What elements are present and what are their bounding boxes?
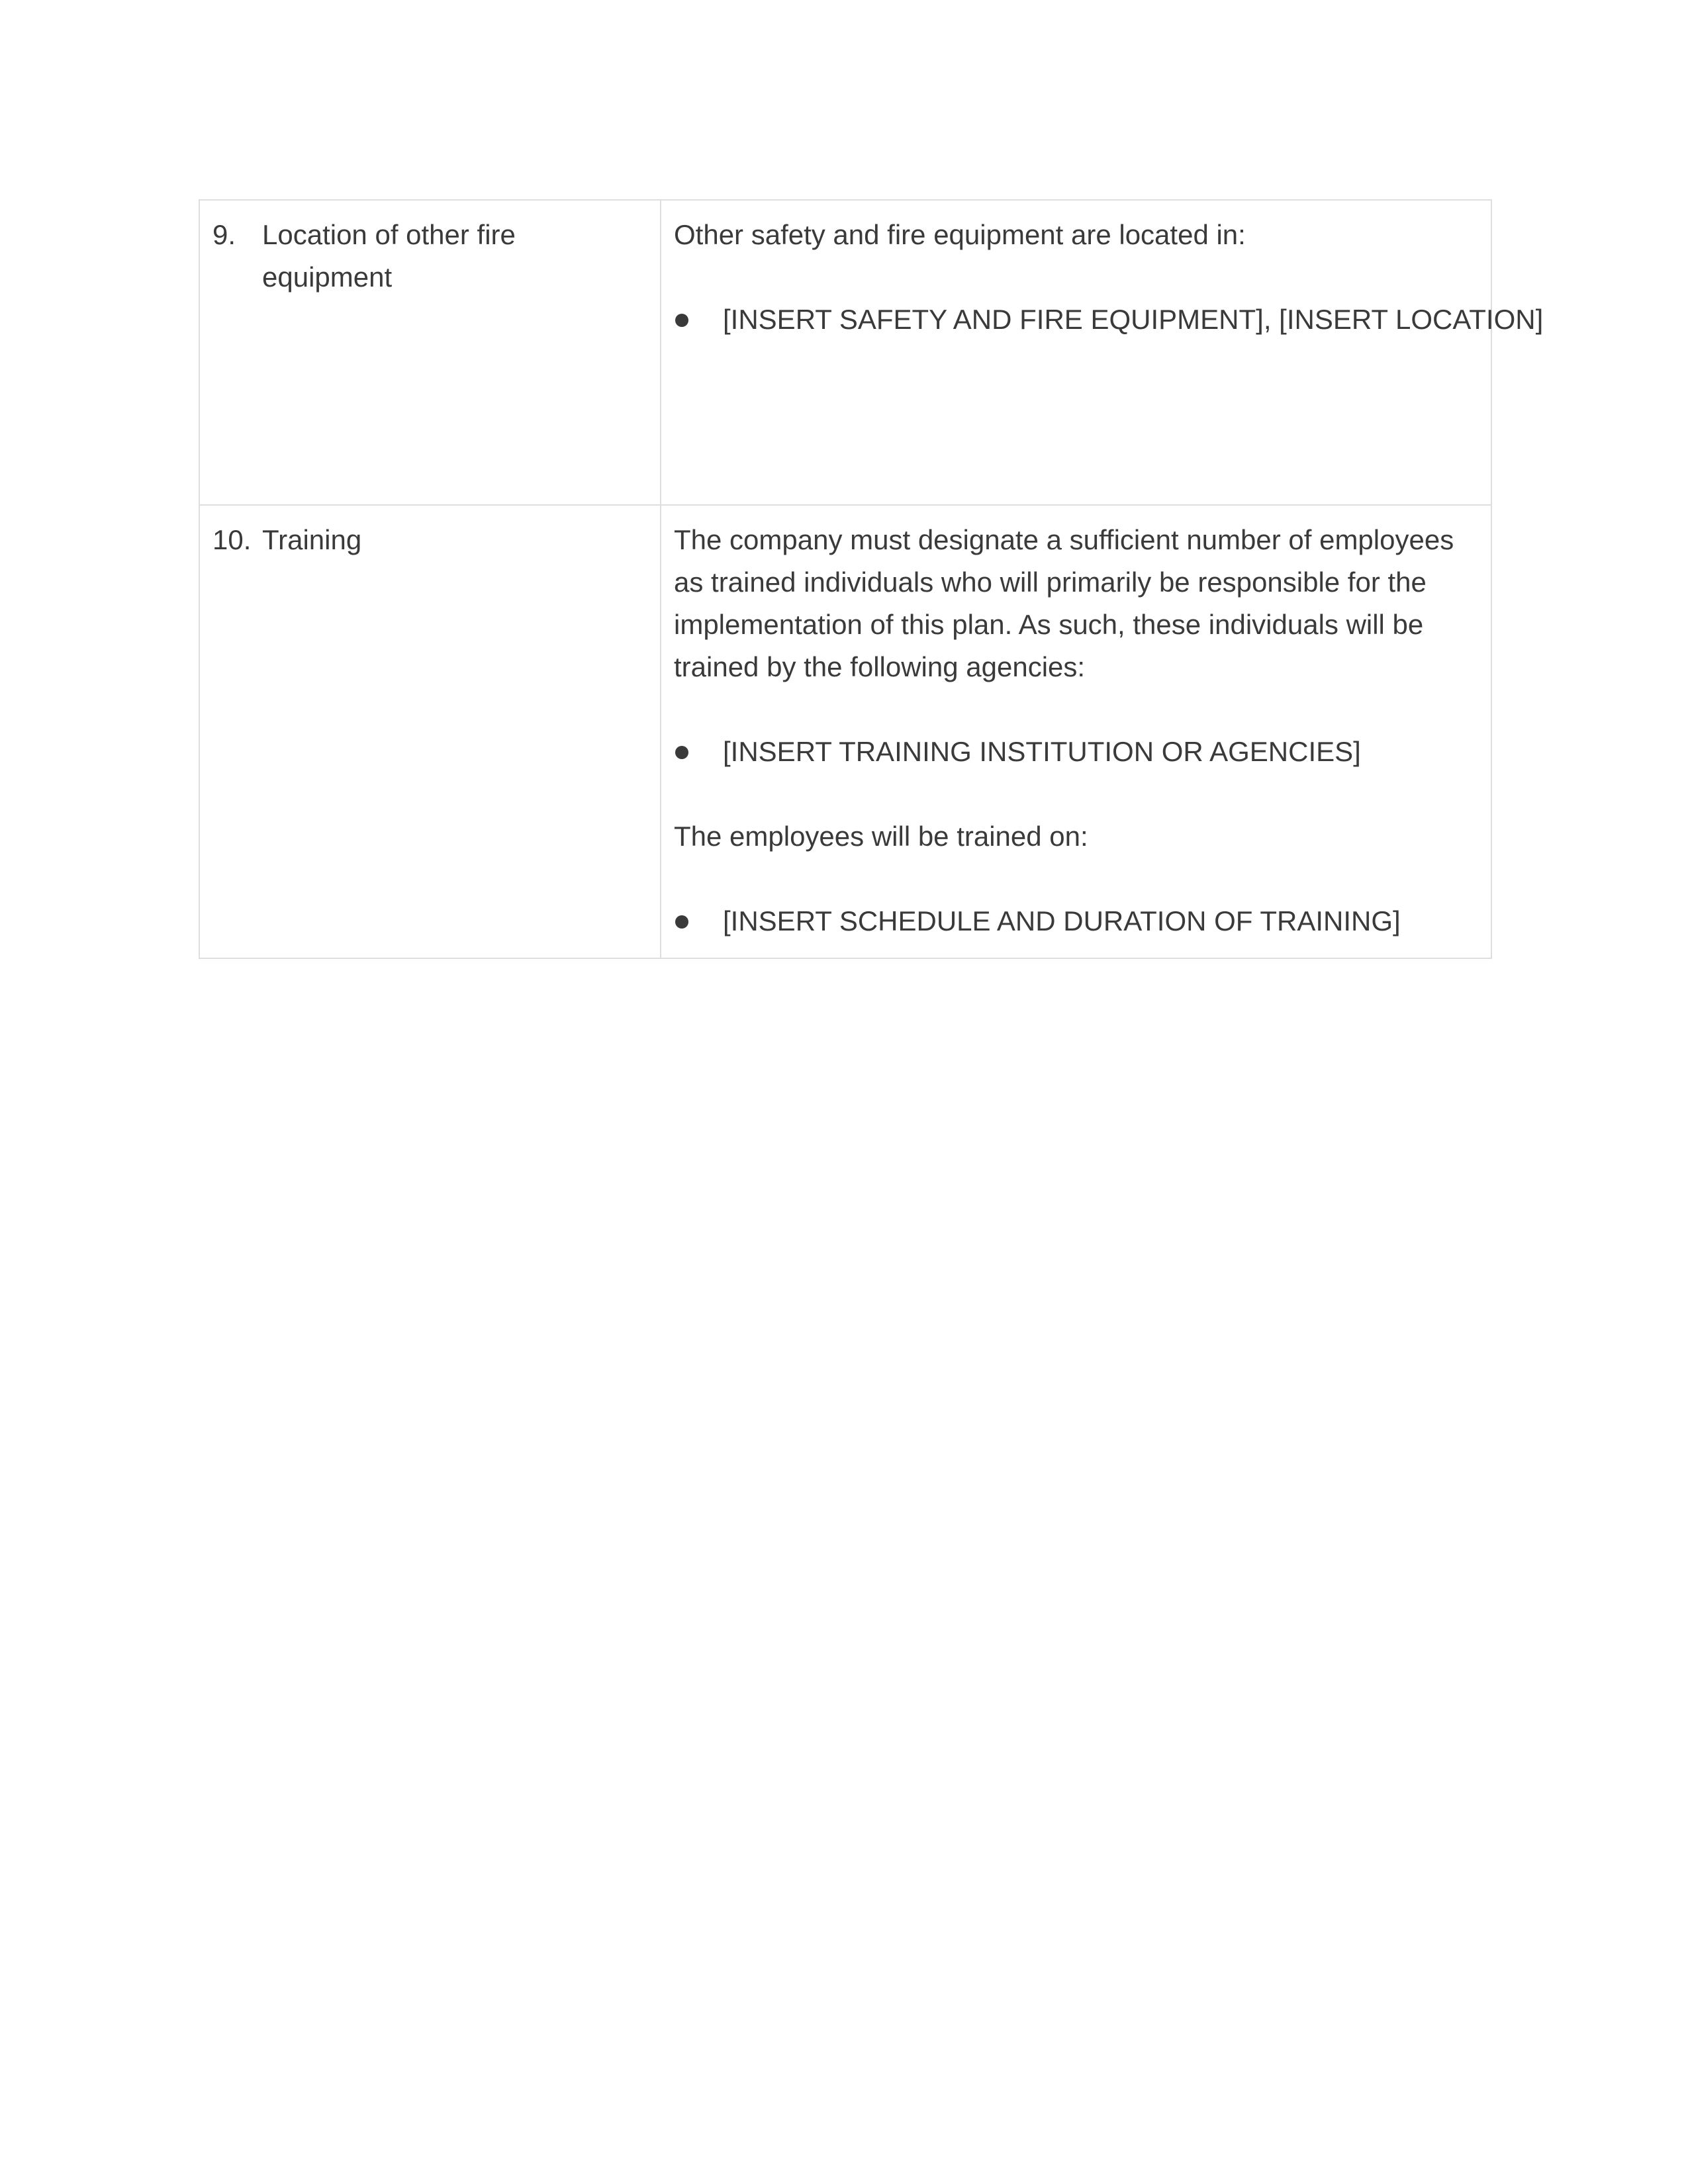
content-second-intro: The employees will be trained on:	[674, 821, 1088, 852]
bullet-text: [INSERT TRAINING INSTITUTION OR AGENCIES]	[723, 736, 1361, 767]
item-heading	[212, 519, 647, 561]
content-intro: The company must designate a sufficient number of employees as trained individuals who will primarily be responsible for the implementation of this plan. As such, these individuals will be trained by the following agencies:	[674, 524, 1454, 682]
list-item	[674, 731, 1477, 773]
item-number: 9.	[212, 219, 236, 250]
row-content-cell	[661, 200, 1544, 505]
table-row	[199, 200, 1491, 505]
content-intro: Other safety and fire equipment are located in:	[674, 219, 1246, 250]
bullet-text: [INSERT SAFETY AND FIRE EQUIPMENT], [INSERT LOCATION]	[723, 304, 1544, 335]
table-row	[199, 505, 1491, 958]
bullet-icon	[674, 298, 723, 341]
list-item	[674, 900, 1477, 942]
item-title: Training	[262, 524, 362, 555]
item-number: 10.	[212, 524, 252, 555]
item-title: Location of other fire equipment	[262, 219, 516, 293]
list-item	[674, 298, 1544, 341]
bullet-icon	[674, 731, 723, 773]
bullet-icon	[674, 900, 723, 942]
bullet-text: [INSERT SCHEDULE AND DURATION OF TRAINING]	[723, 905, 1401, 936]
row-content-cell	[661, 505, 1491, 958]
item-heading	[212, 214, 647, 298]
row-label-cell	[199, 505, 661, 958]
plan-table	[199, 199, 1544, 959]
row-label-cell	[199, 200, 661, 505]
